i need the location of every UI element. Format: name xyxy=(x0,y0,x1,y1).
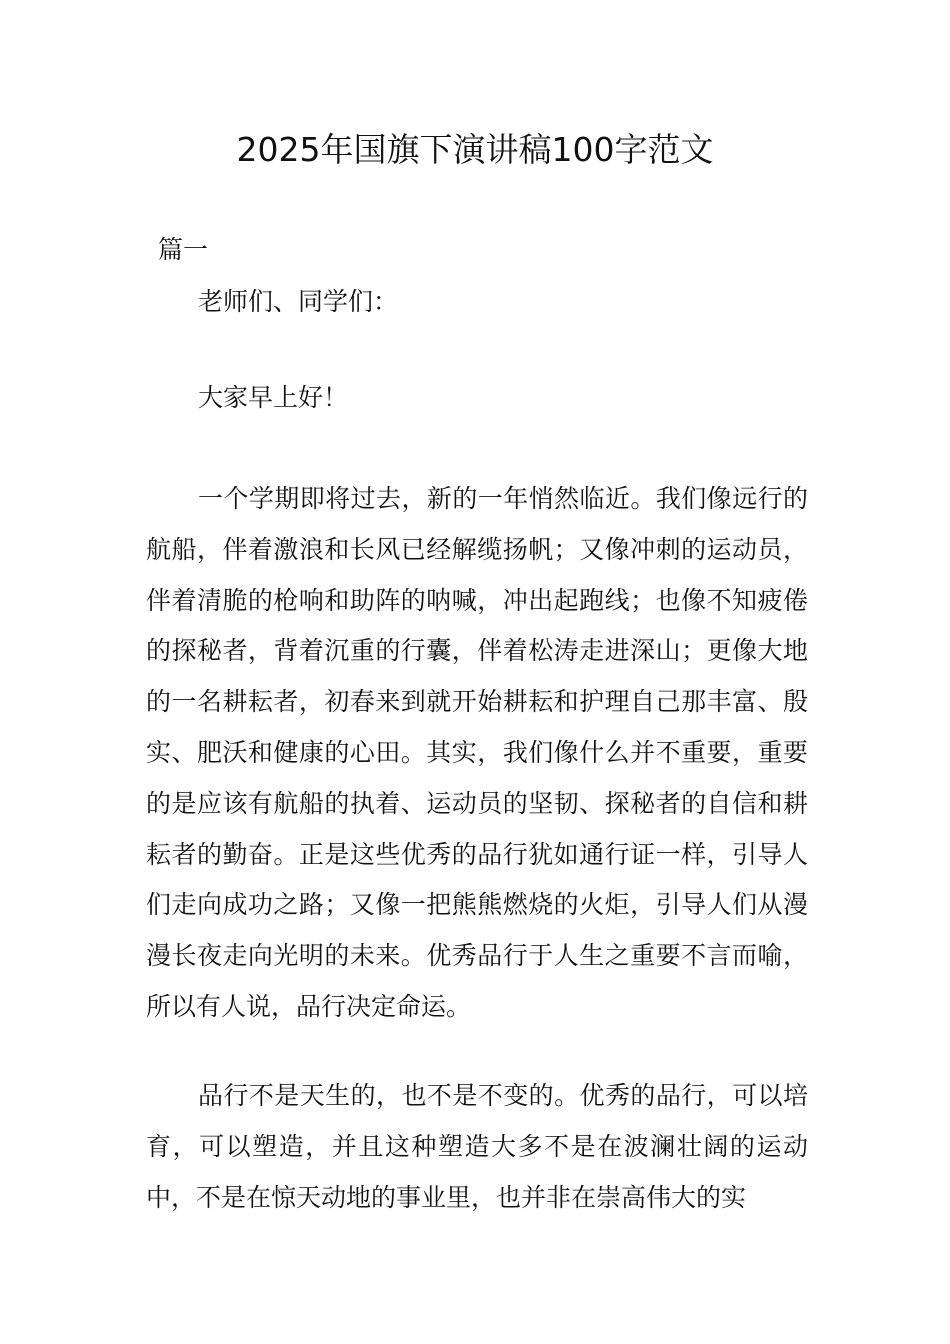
salutation: 老师们、同学们： xyxy=(198,287,399,316)
body-paragraph-1: 一个学期即将过去，新的一年悄然临近。我们像远行的航船，伴着激浪和长风已经解缆扬帆；又像冲刺的运动员，伴着清脆的枪响和助阵的呐喊，冲出起跑线；也像不知疲倦的探秘者，背着沉重的行囊，伴着松涛走进深山；更像大地的一名耕耘者，初春来到就开始耕耘和护理自己那丰富、殷实、肥沃和健康的心田。其实，我们像什么并不重要，重要的是应该有航船的执着、运动员的坚韧、探秘者的自信和耕耘者的勤奋。正是这些优秀的品行犹如通行证一样，引导人们走向成功之路；又像一把熊熊燃烧的火炬，引导人们从漫漫长夜走向光明的未来。优秀品行于人生之重要不言而喻，所以有人说，品行决定命运。 xyxy=(146,484,808,1021)
section-label: 篇一 xyxy=(158,235,209,264)
document-title: 2025年国旗下演讲稿100字范文 xyxy=(236,130,714,169)
body-paragraph-2: 品行不是天生的，也不是不变的。优秀的品行，可以培育，可以塑造，并且这种塑造大多不是在波澜壮阔的运动中，不是在惊天动地的事业里，也并非在崇高伟大的实 xyxy=(146,1081,808,1212)
greeting: 大家早上好！ xyxy=(198,383,349,412)
